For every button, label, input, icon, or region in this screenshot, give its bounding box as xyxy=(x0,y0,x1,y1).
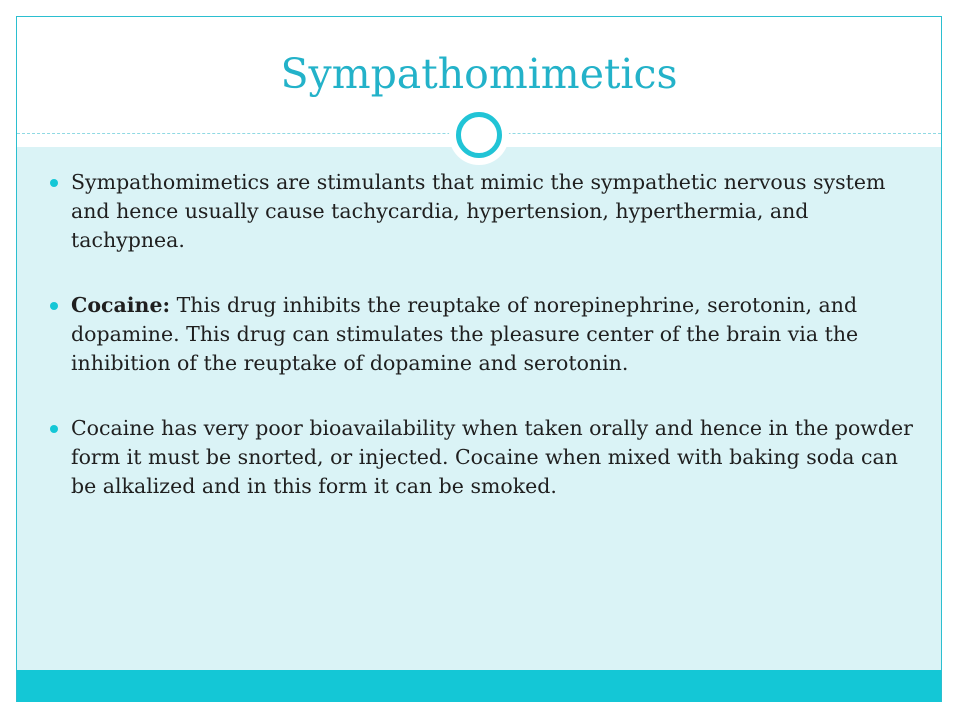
bullet-text: Cocaine has very poor bioavailability when taken orally and hence in the powder form it must be snorted, or injected. Cocaine when mixed with baking soda can be alkalized and in this form it can be smoked. xyxy=(71,416,913,498)
bullet-dot-icon xyxy=(50,179,58,187)
ring-ornament-icon xyxy=(456,112,502,158)
slide-title: Sympathomimetics xyxy=(280,50,678,98)
bullet-item xyxy=(50,168,920,255)
bullet-item xyxy=(50,291,920,378)
bullet-dot-icon xyxy=(50,425,58,433)
bullet-dot-icon xyxy=(50,302,58,310)
bullet-term: Cocaine: xyxy=(71,293,171,317)
bullet-text: Sympathomimetics are stimulants that mimic the sympathetic nervous system and hence usually cause tachycardia, hypertension, hyperthermia, and tachypnea. xyxy=(71,170,886,252)
footer-bar xyxy=(17,670,941,702)
bullet-item xyxy=(50,414,920,501)
bullet-list xyxy=(50,168,920,537)
bullet-text: This drug inhibits the reuptake of norepinephrine, serotonin, and dopamine. This drug can stimulates the pleasure center of the brain via the inhibition of the reuptake of dopamine and serotonin. xyxy=(71,293,859,375)
